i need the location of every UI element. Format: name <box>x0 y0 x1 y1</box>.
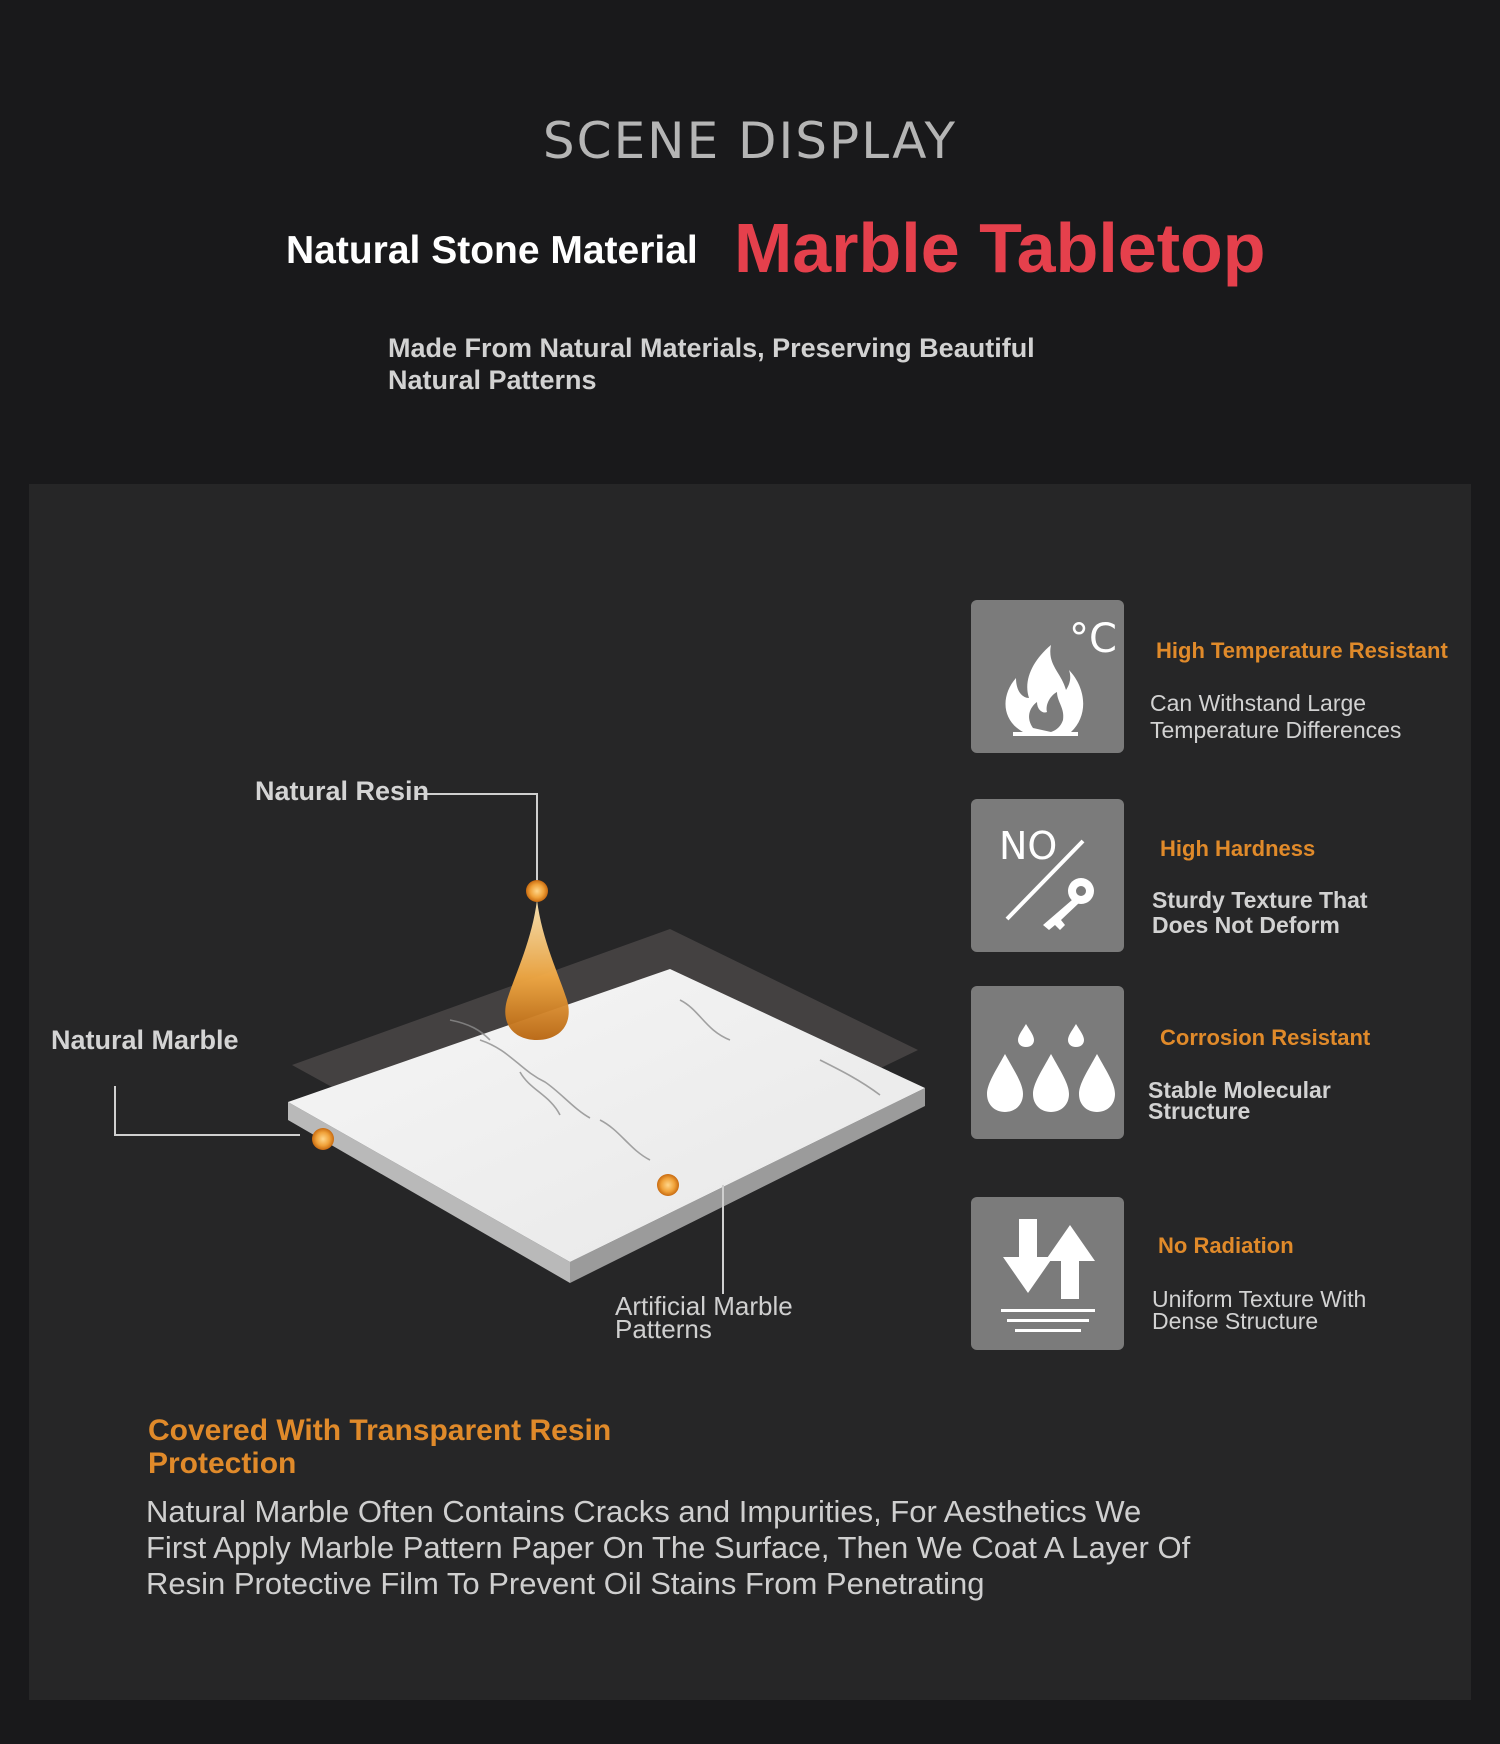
material-label: Natural Stone Material <box>286 229 698 272</box>
pattern-marker-dot <box>657 1174 679 1196</box>
feature-desc-line-2: Structure <box>1148 1098 1251 1124</box>
protection-title-line-2: Protection <box>148 1447 297 1480</box>
protection-title-line-1: Covered With Transparent Resin <box>148 1414 612 1447</box>
feature-desc-line-2: Does Not Deform <box>1152 912 1340 938</box>
product-title: Marble Tabletop <box>734 209 1266 287</box>
feature-desc-line-2: Dense Structure <box>1152 1308 1319 1334</box>
marble-marker-dot <box>312 1128 334 1150</box>
feature-desc-line-1: Stable Molecular <box>1148 1077 1331 1103</box>
arrows-icon <box>971 1197 1124 1350</box>
radiation-icon-tile <box>971 1197 1124 1350</box>
feature-desc-line-2: Temperature Differences <box>1150 717 1402 743</box>
natural-resin-label: Natural Resin <box>255 776 430 806</box>
temperature-icon <box>971 600 1124 753</box>
feature-title-high-hardness: High Hardness <box>1160 836 1316 861</box>
feature-desc-line-1: Sturdy Texture That <box>1152 887 1368 913</box>
protection-body-line-2: First Apply Marble Pattern Paper On The Surface, Then We Coat A Layer Of <box>146 1530 1191 1565</box>
artificial-marble-label-line-1: Artificial Marble <box>615 1291 793 1321</box>
hardness-icon-tile <box>971 799 1124 952</box>
protection-title <box>148 1414 668 1480</box>
protection-description <box>146 1494 1296 1602</box>
feature-desc-high-hardness <box>1152 888 1472 938</box>
drops-icon <box>971 986 1124 1139</box>
resin-marker-dot <box>526 880 548 902</box>
feature-title-high-temperature: High Temperature Resistant <box>1156 638 1448 663</box>
protection-body-line-1: Natural Marble Often Contains Cracks and Impurities, For Aesthetics We <box>146 1494 1142 1529</box>
feature-title-corrosion-resistant: Corrosion Resistant <box>1160 1025 1371 1050</box>
feature-desc-corrosion-resistant <box>1148 1077 1468 1124</box>
natural-marble-label: Natural Marble <box>51 1025 239 1055</box>
natural-resin-leader-line <box>418 794 537 888</box>
natural-marble-leader-line <box>115 1086 300 1135</box>
temperature-icon-tile <box>971 600 1124 753</box>
no-key-icon <box>971 799 1124 952</box>
svg-text:NO: NO <box>999 824 1058 868</box>
subtitle-line-2: Natural Patterns <box>388 365 597 395</box>
scene-display-title: SCENE DISPLAY <box>542 112 958 170</box>
subtitle-line-1: Made From Natural Materials, Preserving Beautiful <box>388 333 1035 363</box>
protection-body-line-3: Resin Protective Film To Prevent Oil Stains From Penetrating <box>146 1566 985 1601</box>
feature-desc-high-temperature <box>1150 690 1470 744</box>
corrosion-icon-tile <box>971 986 1124 1139</box>
feature-desc-line-1: Can Withstand Large <box>1150 690 1367 716</box>
svg-text:°C: °C <box>1069 616 1117 662</box>
feature-desc-no-radiation <box>1152 1288 1472 1332</box>
feature-title-no-radiation: No Radiation <box>1158 1233 1294 1258</box>
artificial-marble-label <box>615 1291 793 1344</box>
feature-desc-line-1: Uniform Texture With <box>1152 1286 1367 1312</box>
artificial-marble-label-line-2: Patterns <box>615 1314 712 1344</box>
